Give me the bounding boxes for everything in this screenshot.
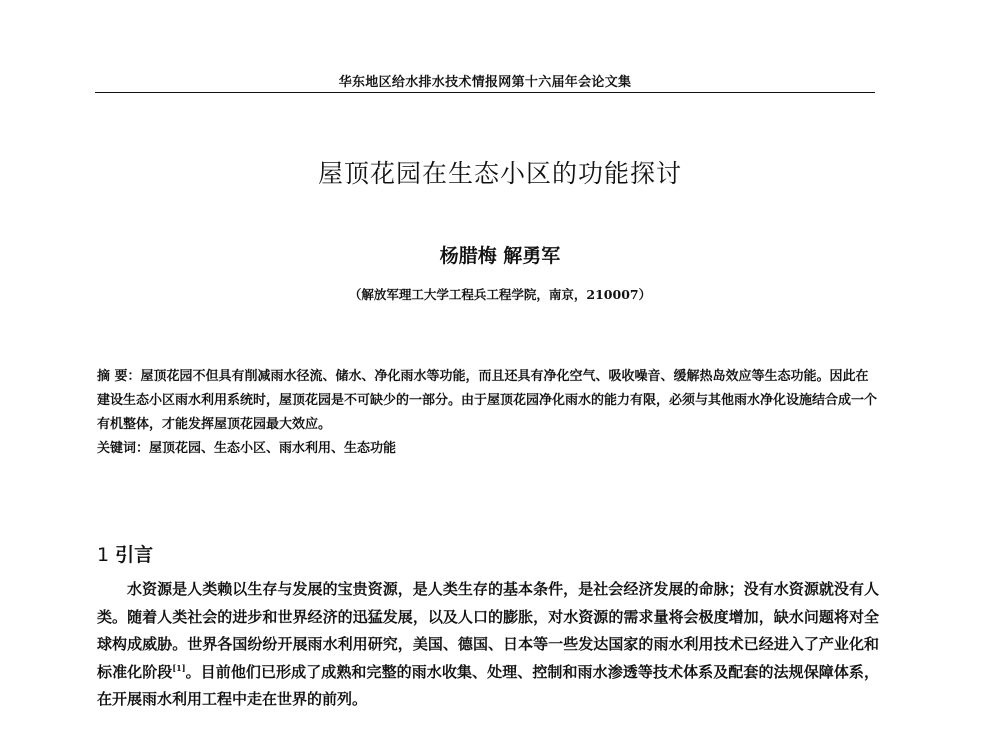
section-title: 引言 [115, 544, 154, 566]
section-heading [97, 540, 153, 567]
abstract-label: 摘 要： [97, 369, 141, 384]
body-text-part1: 水资源是人类赖以生存与发展的宝贵资源，是人类生存的基本条件，是社会经济发展的命脉；没有水资源就没有人类。随着人类社会的进步和世界经济的迅猛发展，以及人口的膨胀，对水资源的需求量将会极度增加，缺水问题将对全球构成威胁。世界各国纷纷开展雨水利用研究，美国、德国、日本等一些发达国家的雨水利用技术已经进入了产业化和标准化阶段 [97, 580, 879, 681]
abstract-block [97, 365, 877, 461]
citation-ref[interactable]: [1] [172, 662, 186, 673]
section-number: 1 [97, 544, 110, 566]
running-header: 华东地区给水排水技术情报网第十六届年会论文集 [338, 75, 632, 90]
header-rule [95, 92, 875, 93]
abstract-paragraph [97, 365, 877, 437]
keywords-text: 屋顶花园、生态小区、雨水利用、生态功能 [149, 441, 397, 456]
body-paragraph [97, 576, 879, 714]
keywords-label: 关键词： [97, 441, 150, 456]
abstract-text: 屋顶花园不但具有削减雨水径流、储水、净化雨水等功能，而且还具有净化空气、吸收噪音、缓解热岛效应等生态功能。因此在建设生态小区雨水利用系统时，屋顶花园是不可缺少的一部分。由于屋顶花园净化雨水的能力有限，必须与其他雨水净化设施结合成一个有机整体，才能发挥屋顶花园最大效应。 [97, 369, 878, 432]
keywords-line [97, 437, 877, 461]
authors: 杨腊梅 解勇军 [439, 245, 561, 267]
body-text-part2: 。目前他们已形成了成熟和完整的雨水收集、处理、控制和雨水渗透等技术体系及配套的法规保障体系，在开展雨水利用工程中走在世界的前列。 [97, 662, 879, 708]
paper-title: 屋顶花园在生态小区的功能探讨 [317, 159, 682, 188]
affiliation: （解放军理工大学工程兵工程学院，南京，210007） [348, 287, 652, 302]
